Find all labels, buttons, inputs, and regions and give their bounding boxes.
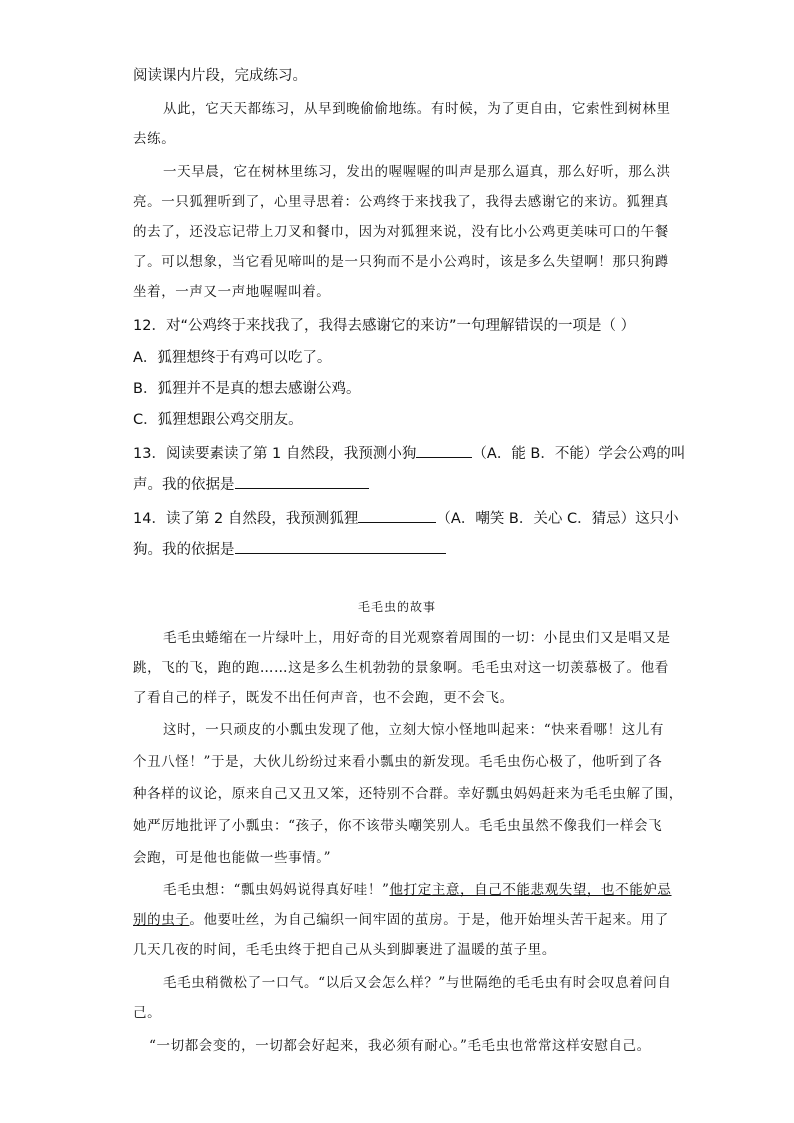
story-p4-line1: 毛毛虫稍微松了一口气。“以后又会怎么样？”与世隔绝的毛毛虫有时会叹息着问自 bbox=[163, 975, 672, 991]
story-p2-line2: 个丑八怪！”于是，大伙儿纷纷过来看小瓢虫的新发现。毛毛虫伤心极了，他听到了各 bbox=[133, 754, 663, 770]
question-13-text-b: （A．能 B．不能）学会公鸡的叫 bbox=[472, 446, 686, 462]
story-p5-line1: “一切都会变的，一切都会好起来，我必须有耐心。”毛毛虫也常常这样安慰自己。 bbox=[149, 1038, 651, 1054]
story-p4-line2: 己。 bbox=[133, 1005, 162, 1021]
question-13-line1 bbox=[133, 441, 685, 464]
story-p3-line3: 几天几夜的时间，毛毛虫终于把自己从头到脚裹进了温暖的茧子里。 bbox=[133, 942, 556, 958]
question-12-option-a: A．狐狸想终于有鸡可以吃了。 bbox=[133, 350, 332, 366]
question-13-text-c: 声。我的依据是 bbox=[133, 477, 235, 493]
story-p1-line2: 跳，飞的飞，跑的跑……这是多么生机勃勃的景象啊。毛毛虫对这一切羡慕极了。他看 bbox=[133, 660, 669, 676]
question-14-text-c: 狗。我的依据是 bbox=[133, 542, 235, 558]
passage1-p2-line4: 了。可以想象，当它看见啼叫的是一只狗而不是小公鸡时，该是多么失望啊！那只狗蹲 bbox=[133, 254, 669, 270]
passage1-p2-line2: 亮。一只狐狸听到了，心里寻思着：公鸡终于来找我了，我得去感谢它的来访。狐狸真 bbox=[133, 194, 669, 210]
passage1-p2-line5: 坐着，一声又一声地喔喔叫着。 bbox=[133, 284, 331, 300]
story-p2-line4: 她严厉地批评了小瓢虫：“孩子，你不该带头嘲笑别人。毛毛虫虽然不像我们一样会飞 bbox=[133, 818, 663, 834]
passage1-p1-line1: 从此，它天天都练习，从早到晚偷偷地练。有时候，为了更自由，它索性到树林里 bbox=[163, 101, 671, 117]
story-p2-line1: 这时，一只顽皮的小瓢虫发现了他，立刻大惊小怪地叫起来：“快来看哪！这儿有 bbox=[163, 722, 665, 738]
passage1-p2-line3: 的去了，还没忘记带上刀叉和餐巾，因为对狐狸来说，没有比小公鸡更美味可口的午餐 bbox=[133, 224, 669, 240]
story-p3-line2 bbox=[133, 910, 669, 930]
story-p1-line3: 了看自己的样子，既发不出任何声音，也不会跑，更不会飞。 bbox=[133, 690, 514, 706]
question-14-line1 bbox=[133, 506, 679, 529]
story-title: 毛毛虫的故事 bbox=[357, 600, 436, 614]
story-p3-line1-text: 毛毛虫想：“瓢虫妈妈说得真好哇！” bbox=[163, 882, 390, 898]
passage1-p1-line2: 去练。 bbox=[133, 131, 176, 147]
answer-blank-13b[interactable] bbox=[235, 472, 369, 489]
passage1-p2-line1: 一天早晨，它在树林里练习，发出的喔喔喔的叫声是那么逼真，那么好听，那么洪 bbox=[163, 164, 671, 180]
answer-blank-14b[interactable] bbox=[235, 537, 446, 554]
question-14-text-a: 14．读了第 2 自然段，我预测狐狸 bbox=[133, 511, 359, 527]
instruction: 阅读课内片段，完成练习。 bbox=[133, 68, 307, 84]
story-p2-line5: 会跑，可是他也能做一些事情。” bbox=[133, 850, 332, 866]
question-12: 12．对“公鸡终于来找我了，我得去感谢它的来访”一句理解错误的一项是（ ） bbox=[133, 318, 636, 334]
answer-blank-14a[interactable] bbox=[358, 506, 436, 523]
underlined-sentence-part1: 他打定主意，自己不能悲观失望，也不能妒忌 bbox=[389, 882, 672, 898]
question-12-option-b: B．狐狸并不是真的想去感谢公鸡。 bbox=[133, 381, 361, 397]
question-14-text-b: （A．嘲笑 B．关心 C．猜忌）这只小 bbox=[436, 511, 679, 527]
underlined-sentence-part2: 别的虫子 bbox=[133, 912, 190, 928]
question-12-option-c: C．狐狸想跟公鸡交朋友。 bbox=[133, 412, 303, 428]
answer-blank-13a[interactable] bbox=[416, 441, 472, 458]
question-13-line2 bbox=[133, 472, 369, 495]
question-13-text-a: 13．阅读要素读了第 1 自然段，我预测小狗 bbox=[133, 446, 417, 462]
story-p3-line1 bbox=[163, 880, 672, 900]
story-p3-line2-text: 。他要吐丝，为自己编织一间牢固的茧房。于是，他开始埋头苦干起来。用了 bbox=[189, 912, 669, 928]
question-14-line2 bbox=[133, 537, 446, 560]
story-p2-line3: 种各样的议论，原来自己又丑又笨，还特别不合群。幸好瓢虫妈妈赶来为毛毛虫解了围， bbox=[133, 786, 683, 802]
story-p1-line1: 毛毛虫蜷缩在一片绿叶上，用好奇的目光观察着周围的一切：小昆虫们又是唱又是 bbox=[163, 630, 671, 646]
